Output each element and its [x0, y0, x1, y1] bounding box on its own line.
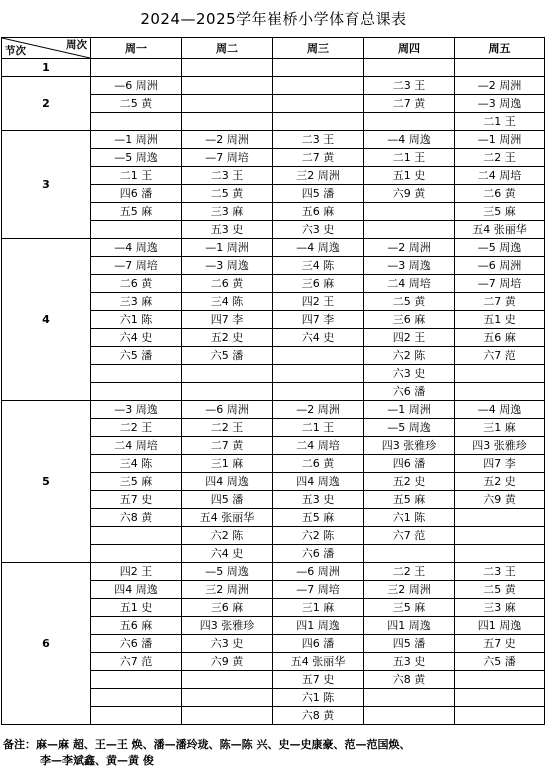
- class-cell: [182, 113, 273, 131]
- class-cell: [182, 671, 273, 689]
- class-cell: 六8 黄: [364, 671, 455, 689]
- class-cell: [273, 77, 364, 95]
- class-cell: 二1 王: [273, 419, 364, 437]
- class-cell: —7 周培: [182, 149, 273, 167]
- class-cell: [364, 203, 455, 221]
- class-cell: 三1 麻: [182, 455, 273, 473]
- class-cell: 六7 范: [91, 653, 182, 671]
- class-cell: —6 周洲: [455, 257, 545, 275]
- class-cell: 二5 黄: [364, 293, 455, 311]
- class-cell: —4 周逸: [91, 239, 182, 257]
- class-cell: —1 周洲: [364, 401, 455, 419]
- class-cell: —7 周培: [91, 257, 182, 275]
- class-cell: 五2 史: [455, 473, 545, 491]
- class-cell: 五5 麻: [364, 491, 455, 509]
- class-cell: —5 周逸: [455, 239, 545, 257]
- class-cell: 三2 周洲: [273, 167, 364, 185]
- class-cell: 二7 黄: [364, 95, 455, 113]
- class-cell: —1 周洲: [455, 131, 545, 149]
- class-cell: 五6 麻: [455, 329, 545, 347]
- class-cell: 二2 王: [182, 419, 273, 437]
- class-cell: 五1 史: [364, 167, 455, 185]
- class-cell: [273, 347, 364, 365]
- class-cell: 六9 黄: [455, 491, 545, 509]
- class-cell: 六2 陈: [273, 527, 364, 545]
- class-cell: 二7 黄: [182, 437, 273, 455]
- class-cell: 二2 王: [364, 563, 455, 581]
- class-cell: 二7 黄: [455, 293, 545, 311]
- class-cell: 三3 麻: [455, 599, 545, 617]
- class-cell: 六6 潘: [91, 635, 182, 653]
- class-cell: —6 周洲: [273, 563, 364, 581]
- class-cell: 三4 陈: [91, 455, 182, 473]
- class-cell: 六8 黄: [91, 509, 182, 527]
- class-cell: [91, 383, 182, 401]
- class-cell: 六6 潘: [273, 545, 364, 563]
- class-cell: 三4 陈: [182, 293, 273, 311]
- class-cell: 三3 麻: [91, 293, 182, 311]
- class-cell: —2 周洲: [182, 131, 273, 149]
- class-cell: 五3 史: [182, 221, 273, 239]
- class-cell: 六7 范: [364, 527, 455, 545]
- class-cell: 五4 张丽华: [455, 221, 545, 239]
- class-cell: 六2 陈: [364, 347, 455, 365]
- class-cell: [364, 59, 455, 77]
- class-cell: 四1 周逸: [273, 617, 364, 635]
- class-cell: [91, 113, 182, 131]
- class-cell: [455, 509, 545, 527]
- class-cell: —2 周洲: [273, 401, 364, 419]
- class-cell: [455, 383, 545, 401]
- class-cell: 六2 陈: [182, 527, 273, 545]
- class-cell: —7 周培: [455, 275, 545, 293]
- class-cell: [455, 527, 545, 545]
- class-cell: 六9 黄: [182, 653, 273, 671]
- schedule-body: [2, 59, 545, 725]
- class-cell: 五3 史: [273, 491, 364, 509]
- class-cell: 二4 周培: [364, 275, 455, 293]
- class-cell: 四4 周逸: [91, 581, 182, 599]
- class-cell: 三2 周洲: [182, 581, 273, 599]
- class-cell: 五1 史: [455, 311, 545, 329]
- class-cell: 四3 张雅珍: [182, 617, 273, 635]
- class-cell: 三6 麻: [364, 311, 455, 329]
- class-cell: 三6 麻: [182, 599, 273, 617]
- class-cell: 四1 周逸: [455, 617, 545, 635]
- class-cell: —5 周逸: [364, 419, 455, 437]
- remarks-line-1: 备注：麻—麻 超、王—王 焕、潘—潘玲珑、陈—陈 兴、史—史康豪、范—范国焕、: [3, 738, 411, 751]
- class-cell: 二4 周培: [91, 437, 182, 455]
- class-cell: 三4 陈: [273, 257, 364, 275]
- class-cell: [182, 77, 273, 95]
- class-cell: 二1 王: [455, 113, 545, 131]
- class-cell: [273, 95, 364, 113]
- class-cell: 三1 麻: [273, 599, 364, 617]
- class-cell: 二5 黄: [182, 185, 273, 203]
- class-cell: [455, 365, 545, 383]
- class-cell: 四3 张雅珍: [455, 437, 545, 455]
- class-cell: [182, 707, 273, 725]
- corner-period-label: 节次: [5, 45, 26, 57]
- period-cell: 5: [2, 401, 91, 563]
- class-cell: [91, 365, 182, 383]
- class-cell: 二4 周培: [455, 167, 545, 185]
- class-cell: 五2 史: [182, 329, 273, 347]
- class-cell: —7 周培: [273, 581, 364, 599]
- class-cell: [91, 221, 182, 239]
- class-cell: 四5 潘: [273, 185, 364, 203]
- day-header-wed: 周三: [273, 38, 364, 59]
- class-cell: [91, 527, 182, 545]
- class-cell: [182, 689, 273, 707]
- class-cell: 三5 麻: [91, 473, 182, 491]
- period-cell: 4: [2, 239, 91, 401]
- class-cell: 四3 张雅珍: [364, 437, 455, 455]
- class-cell: 六4 史: [91, 329, 182, 347]
- corner-week-label: 周次: [66, 39, 87, 51]
- table-row: [2, 77, 545, 95]
- class-cell: 四6 潘: [273, 635, 364, 653]
- class-cell: 二4 周培: [273, 437, 364, 455]
- class-cell: 二2 王: [91, 419, 182, 437]
- class-cell: 四2 王: [364, 329, 455, 347]
- class-cell: —3 周逸: [91, 401, 182, 419]
- class-cell: [273, 113, 364, 131]
- class-cell: 五4 张丽华: [182, 509, 273, 527]
- class-cell: —1 周洲: [91, 131, 182, 149]
- class-cell: [273, 59, 364, 77]
- table-row: [2, 401, 545, 419]
- class-cell: 二3 王: [182, 167, 273, 185]
- class-cell: 四1 周逸: [364, 617, 455, 635]
- class-cell: [455, 707, 545, 725]
- class-cell: 六1 陈: [91, 311, 182, 329]
- class-cell: 三1 麻: [455, 419, 545, 437]
- class-cell: —2 周洲: [455, 77, 545, 95]
- class-cell: —5 周逸: [91, 149, 182, 167]
- class-cell: 六3 史: [182, 635, 273, 653]
- class-cell: [364, 707, 455, 725]
- class-cell: 六6 潘: [364, 383, 455, 401]
- day-header-mon: 周一: [91, 38, 182, 59]
- period-cell: 3: [2, 131, 91, 239]
- table-row: [2, 131, 545, 149]
- class-cell: [91, 707, 182, 725]
- class-cell: —1 周洲: [182, 239, 273, 257]
- class-cell: [273, 383, 364, 401]
- class-cell: [91, 59, 182, 77]
- class-cell: [455, 59, 545, 77]
- class-cell: [91, 689, 182, 707]
- class-cell: 四6 潘: [91, 185, 182, 203]
- class-cell: 六5 潘: [91, 347, 182, 365]
- class-cell: [364, 221, 455, 239]
- class-cell: 四6 潘: [364, 455, 455, 473]
- class-cell: [91, 671, 182, 689]
- class-cell: 四5 潘: [182, 491, 273, 509]
- class-cell: 四7 李: [273, 311, 364, 329]
- class-cell: —4 周逸: [273, 239, 364, 257]
- class-cell: 二1 王: [91, 167, 182, 185]
- class-cell: [182, 383, 273, 401]
- class-cell: 五6 麻: [273, 203, 364, 221]
- class-cell: 四4 周逸: [182, 473, 273, 491]
- period-cell: 6: [2, 563, 91, 725]
- period-cell: 1: [2, 59, 91, 77]
- class-cell: 六1 陈: [364, 509, 455, 527]
- class-cell: —3 周逸: [364, 257, 455, 275]
- class-cell: —5 周逸: [182, 563, 273, 581]
- class-cell: 二3 王: [364, 77, 455, 95]
- class-cell: [182, 59, 273, 77]
- class-cell: 三2 周洲: [364, 581, 455, 599]
- class-cell: [364, 689, 455, 707]
- page-title: 2024—2025学年崔桥小学体育总课表: [140, 10, 407, 28]
- class-cell: 五1 史: [91, 599, 182, 617]
- class-cell: 二6 黄: [455, 185, 545, 203]
- day-header-tue: 周二: [182, 38, 273, 59]
- class-cell: [364, 113, 455, 131]
- remarks: [3, 737, 543, 769]
- class-cell: 三3 麻: [182, 203, 273, 221]
- class-cell: 六1 陈: [273, 689, 364, 707]
- class-cell: 六8 黄: [273, 707, 364, 725]
- class-cell: 三5 麻: [455, 203, 545, 221]
- class-cell: [182, 365, 273, 383]
- class-cell: 五2 史: [364, 473, 455, 491]
- class-cell: 二2 王: [455, 149, 545, 167]
- class-cell: [455, 671, 545, 689]
- class-cell: 四7 李: [455, 455, 545, 473]
- class-cell: 二6 黄: [91, 275, 182, 293]
- class-cell: 六5 潘: [455, 653, 545, 671]
- class-cell: —4 周逸: [364, 131, 455, 149]
- class-cell: 三5 麻: [364, 599, 455, 617]
- table-row: [2, 239, 545, 257]
- day-header-fri: 周五: [455, 38, 545, 59]
- class-cell: 六7 范: [455, 347, 545, 365]
- period-cell: 2: [2, 77, 91, 131]
- class-cell: 二6 黄: [273, 455, 364, 473]
- table-row: [2, 59, 545, 77]
- class-cell: 六3 史: [273, 221, 364, 239]
- class-cell: 三6 麻: [273, 275, 364, 293]
- class-cell: 五6 麻: [91, 617, 182, 635]
- class-cell: 二6 黄: [182, 275, 273, 293]
- class-cell: 五7 史: [273, 671, 364, 689]
- class-cell: 二3 王: [455, 563, 545, 581]
- class-cell: 二1 王: [364, 149, 455, 167]
- class-cell: 二3 王: [273, 131, 364, 149]
- class-cell: 四5 潘: [364, 635, 455, 653]
- class-cell: 五4 张丽华: [273, 653, 364, 671]
- class-cell: 二7 黄: [273, 149, 364, 167]
- day-header-thu: 周四: [364, 38, 455, 59]
- class-cell: —3 周逸: [182, 257, 273, 275]
- class-cell: 四7 李: [182, 311, 273, 329]
- class-cell: —6 周洲: [91, 77, 182, 95]
- class-cell: 六5 潘: [182, 347, 273, 365]
- class-cell: —4 周逸: [455, 401, 545, 419]
- class-cell: [455, 545, 545, 563]
- class-cell: [273, 365, 364, 383]
- schedule-table: [1, 37, 545, 725]
- class-cell: 五5 麻: [91, 203, 182, 221]
- class-cell: 五7 史: [455, 635, 545, 653]
- table-row: [2, 563, 545, 581]
- class-cell: 五3 史: [364, 653, 455, 671]
- class-cell: 四2 王: [91, 563, 182, 581]
- class-cell: —6 周洲: [182, 401, 273, 419]
- class-cell: 四4 周逸: [273, 473, 364, 491]
- remarks-line-2: 李—李斌鑫、黄—黄 俊: [40, 754, 154, 767]
- class-cell: 二5 黄: [91, 95, 182, 113]
- header-row: [2, 38, 545, 59]
- class-cell: 六4 史: [182, 545, 273, 563]
- class-cell: 四2 王: [273, 293, 364, 311]
- class-cell: —2 周洲: [364, 239, 455, 257]
- class-cell: 六3 史: [364, 365, 455, 383]
- class-cell: 六4 史: [273, 329, 364, 347]
- corner-header: [2, 38, 91, 59]
- class-cell: [455, 689, 545, 707]
- class-cell: 六9 黄: [364, 185, 455, 203]
- class-cell: 五5 麻: [273, 509, 364, 527]
- class-cell: 五7 史: [91, 491, 182, 509]
- class-cell: [91, 545, 182, 563]
- class-cell: [182, 95, 273, 113]
- class-cell: [364, 545, 455, 563]
- class-cell: 二5 黄: [455, 581, 545, 599]
- class-cell: —3 周逸: [455, 95, 545, 113]
